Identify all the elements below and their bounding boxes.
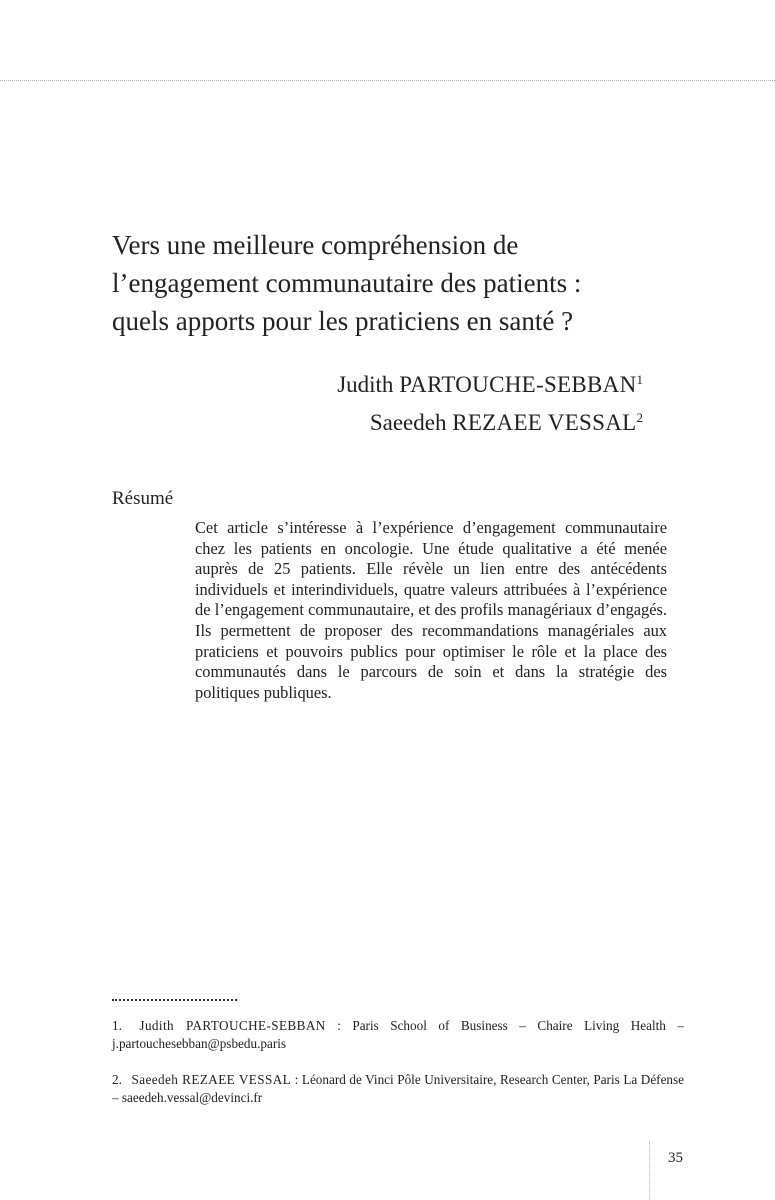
footnote-1 xyxy=(112,1017,684,1053)
footnote-2-text: : Léonard de Vinci Pôle Universitaire, Research Center, Paris La Défense – saeedeh.vessal@devinci.fr xyxy=(112,1072,684,1105)
footnote-2-name: Saeedeh REZAEE VESSAL xyxy=(131,1072,292,1087)
margin-dotted-rule xyxy=(649,1142,650,1200)
footnote-2 xyxy=(112,1071,684,1107)
footnote-2-number: 2. xyxy=(112,1072,122,1087)
footnote-1-name: Judith PARTOUCHE-SEBBAN xyxy=(139,1018,326,1033)
header-dotted-rule xyxy=(0,80,775,81)
abstract-heading: Résumé xyxy=(112,488,174,509)
author-1-given-name: Judith xyxy=(337,372,394,397)
footnote-1-number: 1. xyxy=(112,1018,122,1033)
title-line-1: Vers une meilleure compréhension de xyxy=(112,230,519,260)
footnote-1-text: : Paris School of Business – Chaire Living Health – j.partouchesebban@psbedu.paris xyxy=(112,1018,685,1051)
author-1 xyxy=(337,366,643,404)
abstract-text: Cet article s’intéresse à l’expérience d’engagement communautaire chez les patients en oncologie. Une étude qualitative a été menée auprès de 25 patients. Elle révèle un lien entre des antécédents individuels et interindividuels, quatre valeurs attribuées à l’expérience de l’engagement communautaire, et des profils managériaux d’engagés. Ils permettent de proposer des recommandations managériales aux praticiens et pouvoirs publics pour optimiser le rôle et la place des communautés dans le parcours de soin et dans la stratégie des politiques publiques. xyxy=(195,518,667,702)
title-line-3: quels apports pour les praticiens en santé ? xyxy=(112,306,574,336)
footnote-separator xyxy=(112,999,237,1001)
author-1-footnote-mark: 1 xyxy=(636,372,643,387)
author-block xyxy=(337,366,643,442)
title-line-2: l’engagement communautaire des patients : xyxy=(112,268,582,298)
author-2-given-name: Saeedeh xyxy=(369,410,447,435)
author-2 xyxy=(337,404,643,442)
article-title xyxy=(112,226,672,340)
page-number: 35 xyxy=(668,1150,683,1166)
author-2-surname: REZAEE VESSAL xyxy=(452,410,637,435)
author-2-footnote-mark: 2 xyxy=(636,410,643,425)
author-1-surname: PARTOUCHE-SEBBAN xyxy=(399,372,637,397)
